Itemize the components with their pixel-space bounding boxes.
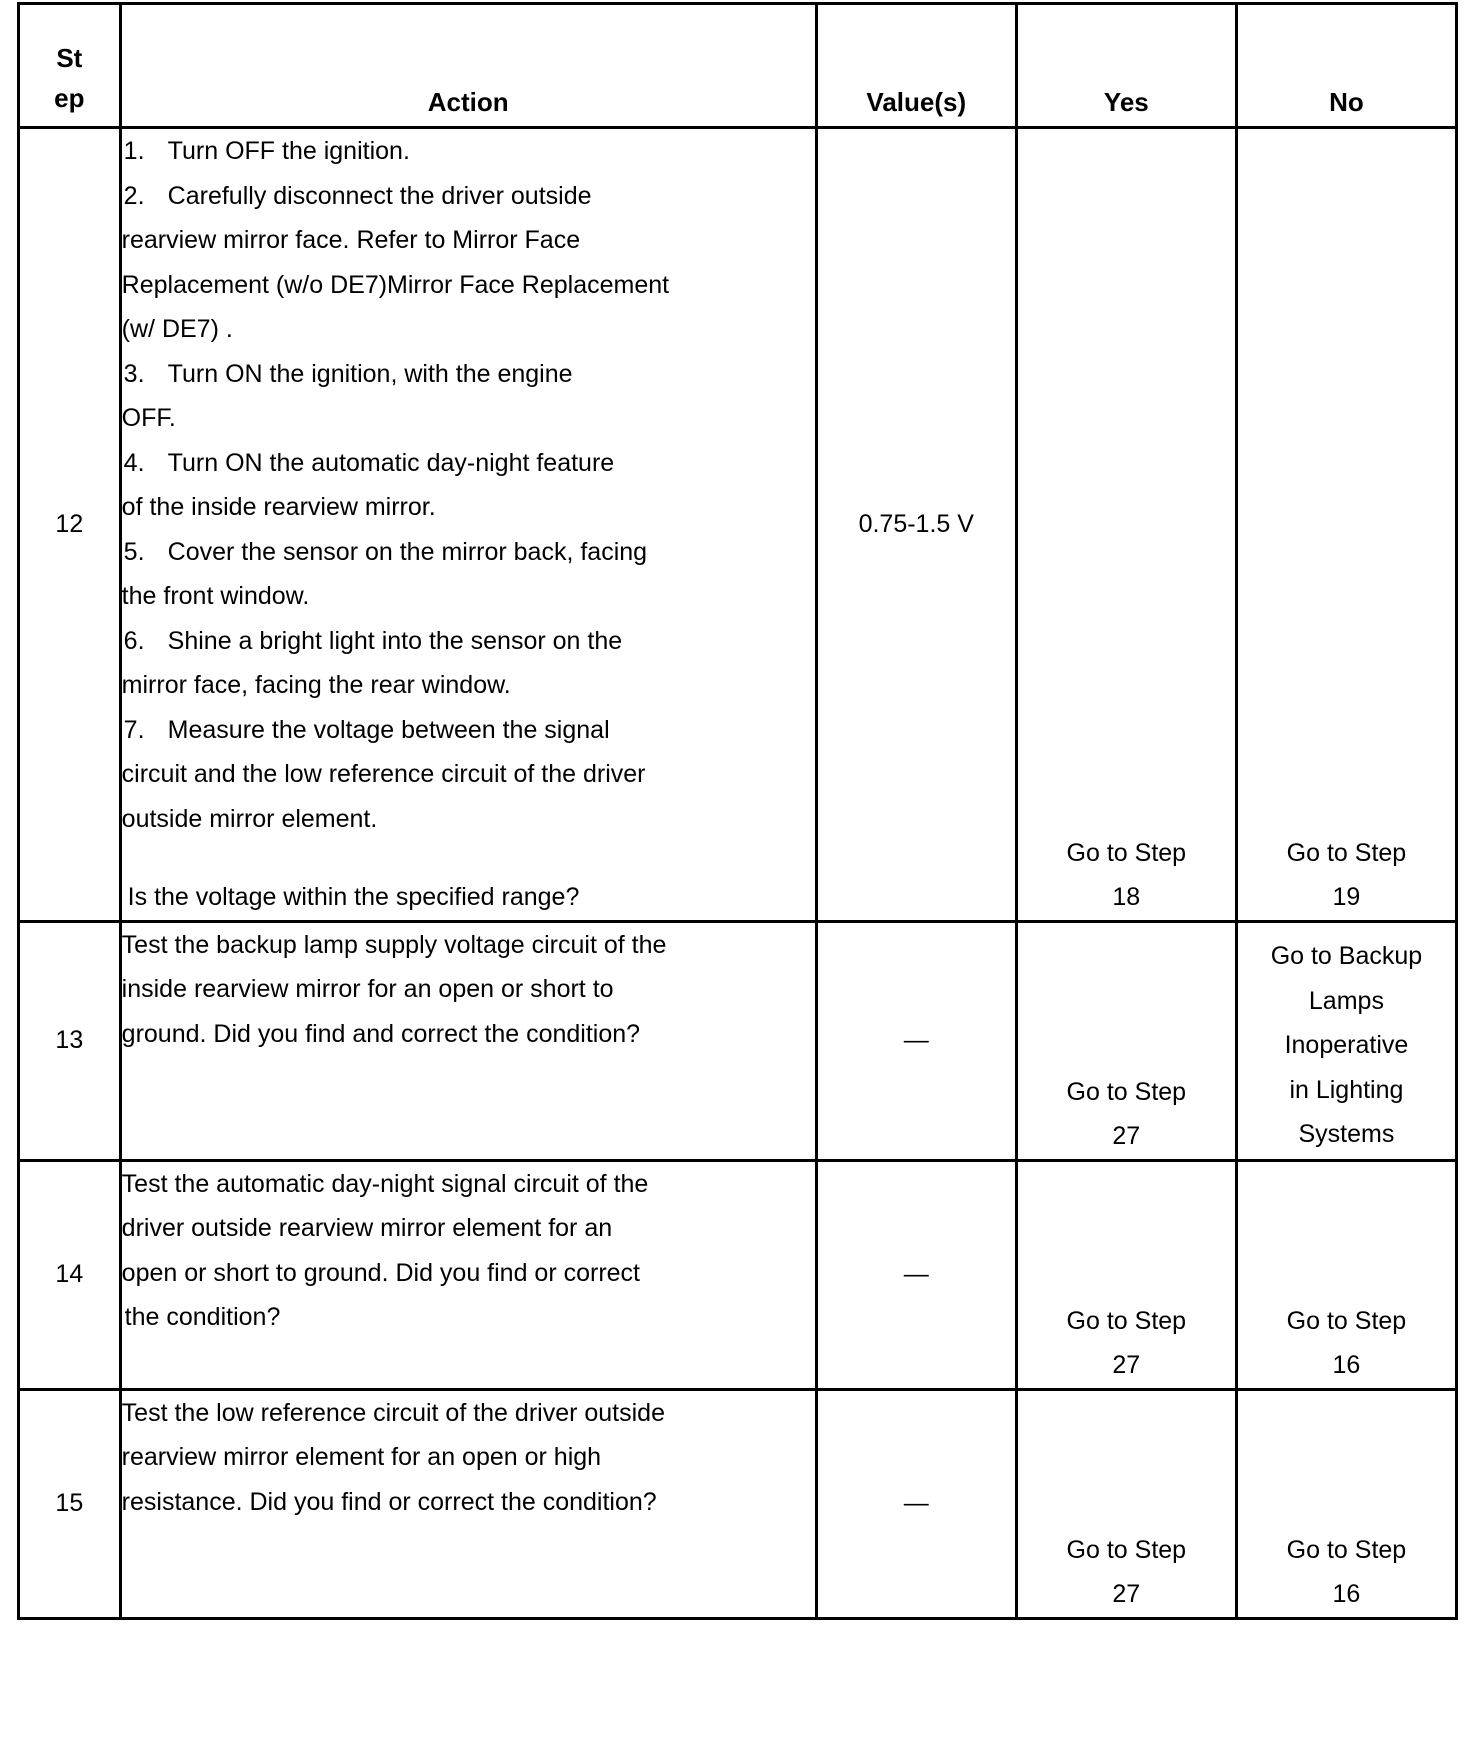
action-line: 6. Shine a bright light into the sensor on the bbox=[123, 626, 623, 655]
no-goto-line: Inoperative bbox=[1284, 1031, 1409, 1060]
action-line: rearview mirror face. Refer to Mirror Face bbox=[121, 226, 581, 254]
step-number: 15 bbox=[19, 1389, 121, 1618]
yes-goto-label: Go to Step bbox=[1066, 838, 1187, 867]
table-row bbox=[19, 128, 1457, 922]
action-cell bbox=[120, 1160, 816, 1389]
no-goto-line: Lamps bbox=[1308, 986, 1384, 1015]
action-question: Is the voltage within the specified range? bbox=[127, 883, 580, 911]
no-goto-step: 16 bbox=[1332, 1580, 1361, 1608]
header-values: Value(s) bbox=[816, 4, 1016, 128]
action-line: Test the low reference circuit of the driver outside bbox=[121, 1398, 665, 1427]
action-cell bbox=[120, 128, 816, 922]
action-line: 1. Turn OFF the ignition. bbox=[123, 137, 410, 165]
yes-goto-step: 27 bbox=[1112, 1351, 1141, 1379]
step-number: 14 bbox=[19, 1160, 121, 1389]
step-number: 13 bbox=[19, 921, 121, 1160]
header-step-line2: ep bbox=[54, 83, 85, 113]
action-line: Test the backup lamp supply voltage circuit of the bbox=[121, 930, 667, 959]
header-step-line1: St bbox=[56, 43, 83, 73]
header-row bbox=[19, 4, 1457, 128]
no-cell bbox=[1236, 921, 1456, 1160]
action-line: OFF. bbox=[121, 404, 176, 432]
yes-goto-step: 27 bbox=[1112, 1122, 1141, 1150]
value-cell: — bbox=[816, 921, 1016, 1160]
action-line: 2. Carefully disconnect the driver outside bbox=[123, 181, 592, 210]
yes-cell bbox=[1016, 921, 1236, 1160]
action-line: of the inside rearview mirror. bbox=[121, 493, 436, 521]
yes-goto-label: Go to Step bbox=[1066, 1535, 1187, 1564]
action-line: (w/ DE7) . bbox=[121, 315, 233, 343]
no-cell bbox=[1236, 1160, 1456, 1389]
action-line: 7. Measure the voltage between the signal bbox=[123, 715, 610, 744]
action-line: inside rearview mirror for an open or short to bbox=[121, 975, 614, 1003]
action-line: outside mirror element. bbox=[121, 804, 378, 833]
no-goto-line: in Lighting bbox=[1289, 1075, 1404, 1104]
action-line: mirror face, facing the rear window. bbox=[121, 671, 511, 699]
action-line: rearview mirror element for an open or high bbox=[121, 1443, 602, 1471]
value-cell: — bbox=[816, 1389, 1016, 1618]
action-line: Replacement (w/o DE7)Mirror Face Replacement bbox=[121, 270, 670, 299]
no-goto-label: Go to Step bbox=[1286, 838, 1407, 867]
action-line: 4. Turn ON the automatic day-night feature bbox=[123, 448, 615, 477]
header-yes: Yes bbox=[1016, 4, 1236, 128]
table-row bbox=[19, 1160, 1457, 1389]
action-line: the front window. bbox=[121, 582, 310, 610]
no-goto-label: Go to Step bbox=[1286, 1535, 1407, 1564]
step-number: 12 bbox=[19, 128, 121, 922]
action-cell bbox=[120, 1389, 816, 1618]
yes-goto-label: Go to Step bbox=[1066, 1306, 1187, 1335]
table-row bbox=[19, 921, 1457, 1160]
value-cell: — bbox=[816, 1160, 1016, 1389]
action-line: driver outside rearview mirror element for an bbox=[121, 1214, 613, 1242]
no-goto-line: Systems bbox=[1298, 1120, 1395, 1149]
header-no: No bbox=[1236, 4, 1456, 128]
yes-cell bbox=[1016, 1160, 1236, 1389]
action-line: resistance. Did you find or correct the condition? bbox=[121, 1487, 657, 1516]
no-goto-step: 16 bbox=[1332, 1351, 1361, 1379]
value-cell: 0.75-1.5 V bbox=[816, 128, 1016, 922]
action-cell bbox=[120, 921, 816, 1160]
no-goto-step: 19 bbox=[1332, 883, 1361, 911]
no-cell bbox=[1236, 128, 1456, 922]
yes-cell bbox=[1016, 1389, 1236, 1618]
yes-goto-step: 27 bbox=[1112, 1580, 1141, 1608]
action-line: ground. Did you find and correct the condition? bbox=[121, 1019, 641, 1048]
yes-goto-label: Go to Step bbox=[1066, 1077, 1187, 1106]
yes-cell bbox=[1016, 128, 1236, 922]
table-row bbox=[19, 1389, 1457, 1618]
action-line: the condition? bbox=[124, 1303, 281, 1331]
no-goto-line: Go to Backup bbox=[1270, 942, 1423, 971]
no-cell bbox=[1236, 1389, 1456, 1618]
header-action: Action bbox=[120, 4, 816, 128]
action-line: open or short to ground. Did you find or correct bbox=[121, 1258, 641, 1287]
header-step bbox=[19, 4, 121, 128]
action-line: 5. Cover the sensor on the mirror back, facing bbox=[123, 537, 648, 566]
yes-goto-step: 18 bbox=[1112, 883, 1141, 911]
action-line: Test the automatic day-night signal circuit of the bbox=[121, 1169, 649, 1198]
diagnostic-table bbox=[17, 2, 1458, 1620]
action-line: 3. Turn ON the ignition, with the engine bbox=[123, 359, 573, 388]
no-goto-label: Go to Step bbox=[1286, 1306, 1407, 1335]
action-line: circuit and the low reference circuit of the driver bbox=[121, 760, 646, 788]
